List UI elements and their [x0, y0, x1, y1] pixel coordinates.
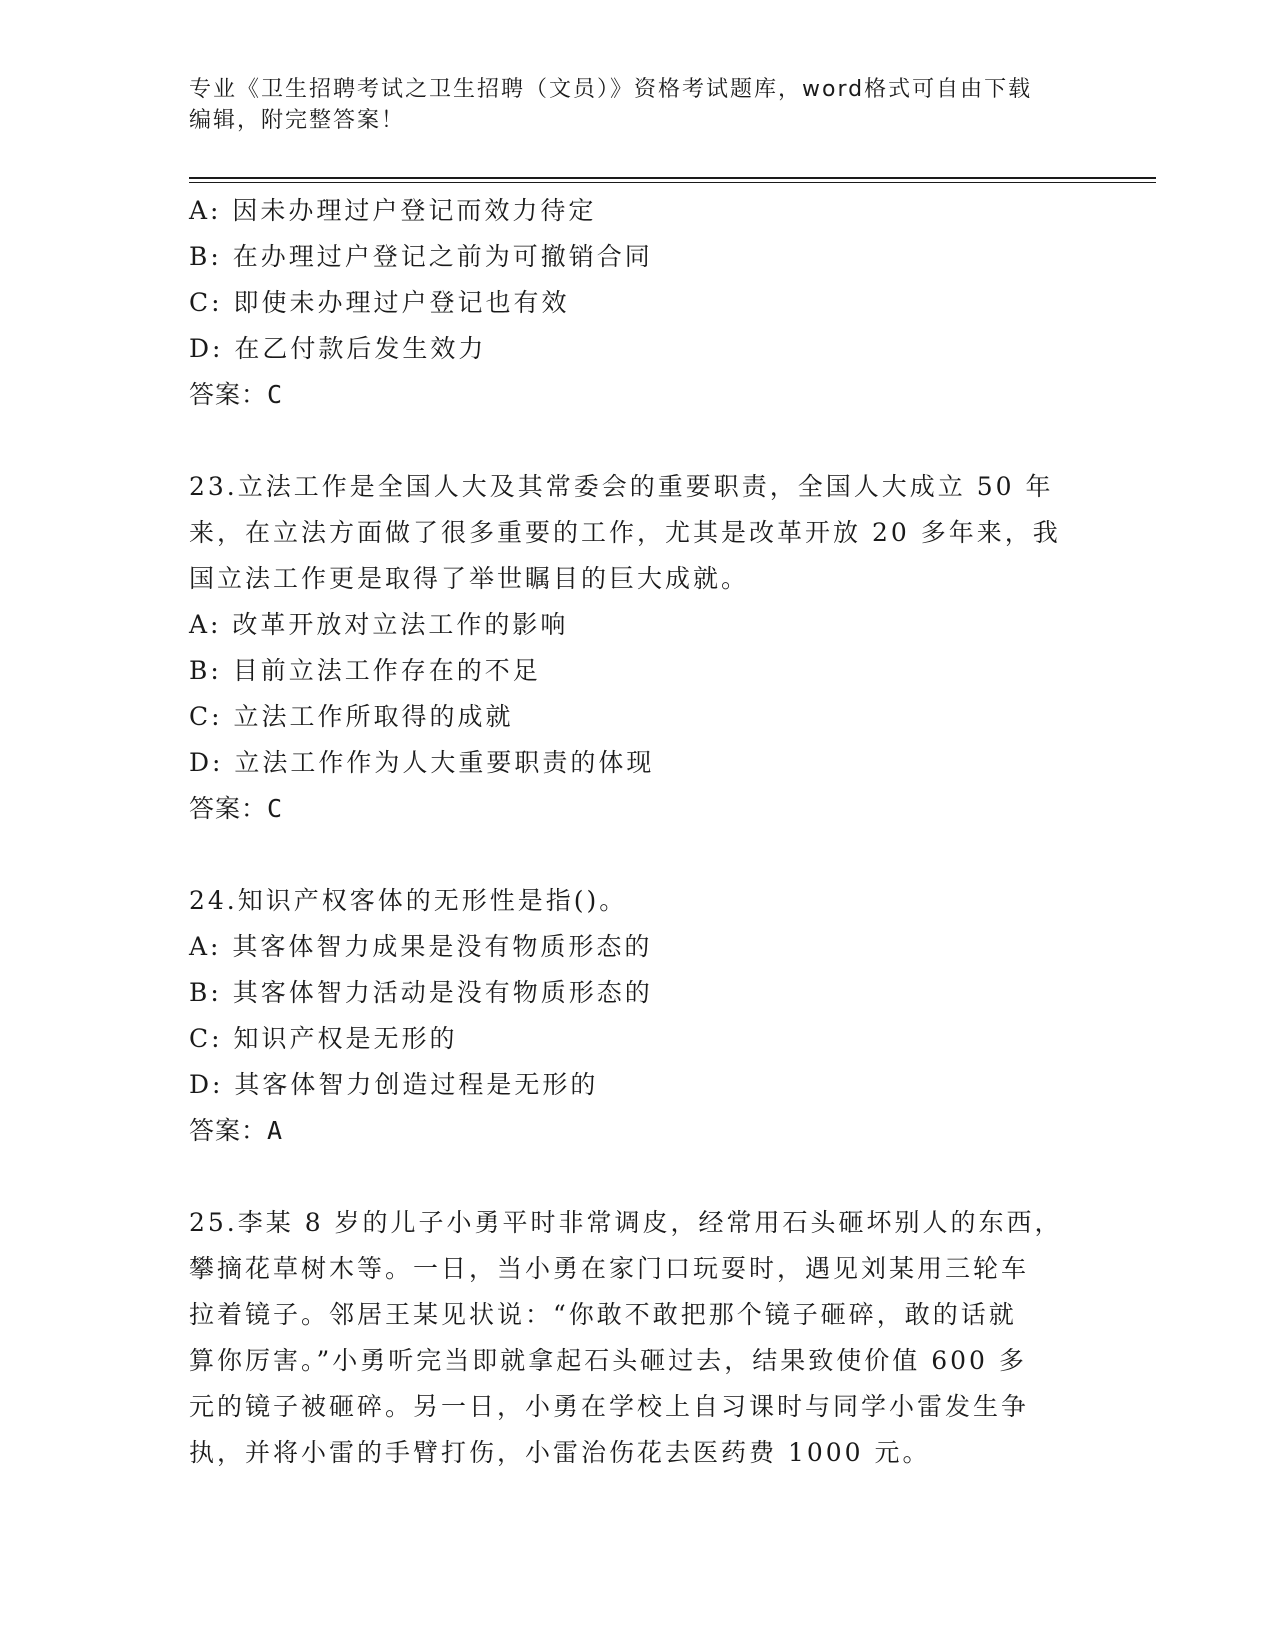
question-content: [189, 188, 1089, 1476]
question-spacer: [189, 1154, 1089, 1200]
question-23: [189, 464, 1089, 832]
answer-value: C: [267, 794, 284, 823]
question-stem-line: 拉着镜子。邻居王某见状说：“你敢不敢把那个镜子砸碎，敢的话就: [189, 1300, 1017, 1329]
option-d: D: 立法工作作为人大重要职责的体现: [189, 748, 655, 777]
option-c: C: 立法工作所取得的成就: [189, 702, 514, 731]
option-d: D: 在乙付款后发生效力: [189, 334, 487, 363]
option-b: B: 在办理过户登记之前为可撤销合同: [189, 242, 653, 271]
question-spacer: [189, 418, 1089, 464]
option-c: C: 即使未办理过户登记也有效: [189, 288, 570, 317]
header-line-2: 编辑，附完整答案！: [189, 108, 406, 133]
question-stem-line: 执，并将小雷的手臂打伤，小雷治伤花去医药费 1000 元。: [189, 1438, 931, 1467]
header-divider-thick: [189, 177, 1156, 179]
question-stem-line: 24.知识产权客体的无形性是指()。: [189, 886, 628, 915]
option-a: A: 其客体智力成果是没有物质形态的: [189, 932, 653, 961]
answer-label: 答案：: [189, 794, 268, 823]
document-header: [189, 74, 1069, 136]
option-a: A: 因未办理过户登记而效力待定: [189, 196, 597, 225]
header-line-1: 专业《卫生招聘考试之卫生招聘（文员）》资格考试题库，word格式可自由下载: [189, 77, 1033, 102]
answer-label: 答案：: [189, 380, 268, 409]
question-25: [189, 1200, 1089, 1476]
question-stem-line: 算你厉害。”小勇听完当即就拿起石头砸过去，结果致使价值 600 多: [189, 1346, 1027, 1375]
question-spacer: [189, 832, 1089, 878]
question-stem-line: 攀摘花草树木等。一日，当小勇在家门口玩耍时，遇见刘某用三轮车: [189, 1254, 1030, 1283]
option-a: A: 改革开放对立法工作的影响: [189, 610, 569, 639]
answer-line: [189, 372, 1089, 418]
question-24: [189, 878, 1089, 1154]
answer-line: [189, 786, 1089, 832]
question-stem-line: 元的镜子被砸碎。另一日，小勇在学校上自习课时与同学小雷发生争: [189, 1392, 1030, 1421]
option-b: B: 其客体智力活动是没有物质形态的: [189, 978, 653, 1007]
question-stem-line: 25.李某 8 岁的儿子小勇平时非常调皮，经常用石头砸坏别人的东西，: [189, 1208, 1063, 1237]
answer-line: [189, 1108, 1089, 1154]
question-22: [189, 188, 1089, 418]
option-b: B: 目前立法工作存在的不足: [189, 656, 541, 685]
question-stem-line: 来，在立法方面做了很多重要的工作，尤其是改革开放 20 多年来，我: [189, 518, 1061, 547]
answer-value: A: [267, 1116, 284, 1145]
answer-value: C: [267, 380, 284, 409]
option-d: D: 其客体智力创造过程是无形的: [189, 1070, 599, 1099]
question-stem-line: 23.立法工作是全国人大及其常委会的重要职责，全国人大成立 50 年: [189, 472, 1054, 501]
option-c: C: 知识产权是无形的: [189, 1024, 458, 1053]
answer-label: 答案：: [189, 1116, 268, 1145]
question-stem-line: 国立法工作更是取得了举世瞩目的巨大成就。: [189, 564, 750, 593]
header-divider-thin: [189, 182, 1156, 183]
